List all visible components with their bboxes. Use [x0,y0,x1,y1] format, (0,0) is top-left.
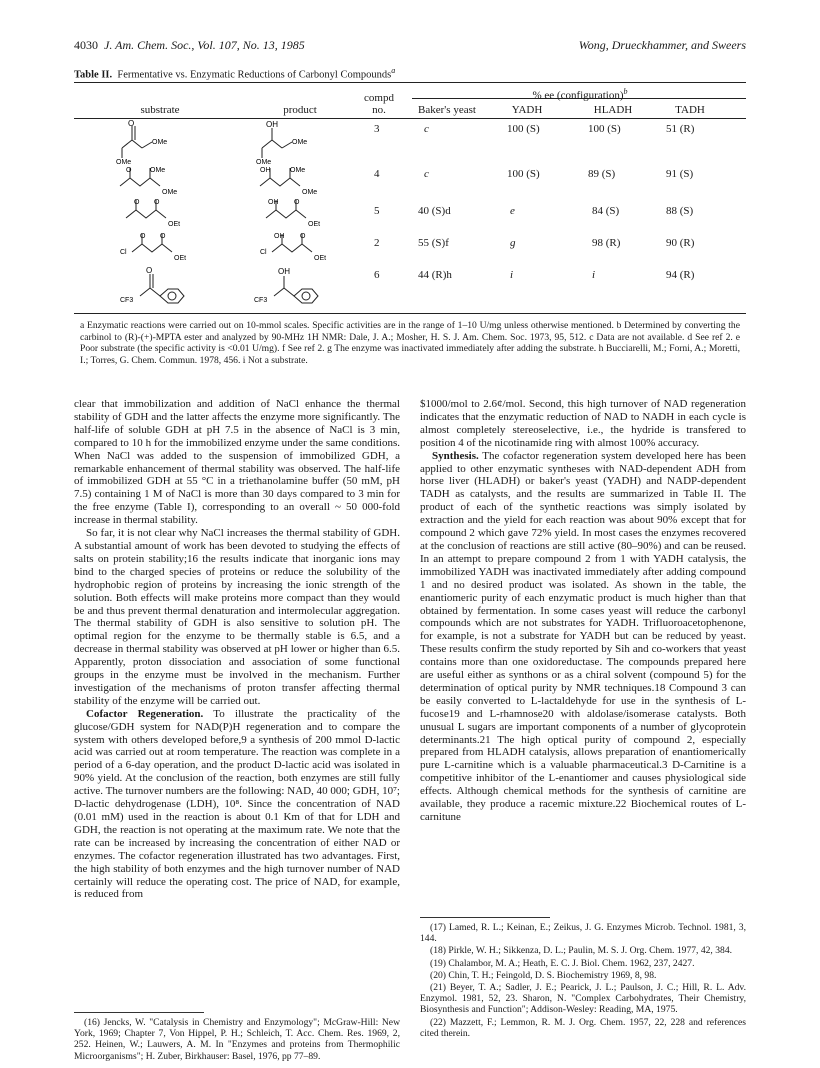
svg-text:OEt: OEt [174,255,187,262]
svg-text:OMe: OMe [290,167,306,174]
svg-text:O: O [146,266,153,275]
substrate-structure-5 [118,198,208,230]
author-line: Wong, Drueckhammer, and Sweers [578,38,746,52]
svg-text:OMe: OMe [116,159,132,164]
product-structure-5 [258,198,348,230]
yadh-value: 100 (S) [507,123,540,135]
svg-text:OEt: OEt [168,221,181,228]
table-title: Fermentative vs. Enzymatic Reductions of Carbonyl Compounds [117,69,392,81]
compd-no: 3 [374,123,380,135]
svg-text:O: O [160,233,166,240]
col-header-product: product [283,104,317,116]
compd-no: 4 [374,168,380,180]
substrate-structure-6 [118,266,198,308]
svg-text:OH: OH [278,267,290,276]
reference-item: (20) Chin, T. H.; Feingold, D. S. Biochemistry 1969, 8, 98. [430,969,657,981]
table-footnotes: a Enzymatic reactions were carried out on 10-mmol scales. Specific activities are in the range of 1–10 U/mg unless otherwise mentioned. b Determined by converting the carbinol to (R)-(+)-MPTA ester and analyzed by 90-MHz 1H NMR: Dale, J. A.; Mosher, H. S. J. Am. Chem. Soc. 1973, 95, 512. c Data are not available. d See ref 2. e Poor substrate (the specific activity is <0.01 U/mg). f See ref 2. g The enzyme was inactivated immediately after adding the substrate. h Bucciarelli, M.; Forni, A.; Moretti, I.; Torres, G. Chem. Commun. 1978, 456. i Not a substrate. [80,320,740,366]
footnote-rule [74,1012,204,1013]
compd-no: 5 [374,205,380,217]
svg-text:OH: OH [266,120,278,129]
body-paragraph: So far, it is not clear why NaCl increases the thermal stability of GDH. A substantial amount of work has been devoted to studying the effects of salts on protein stability;16 the results indicate that inorganic ions may bind to the charged species of proteins or reduce the solubility of the hydrophobic region of proteins by increasing the ionic strength of the solution. Both effects will make proteins more compact than they would be and thus prevent thermal denaturation and intermolecular aggregation. The thermal stability of GDH is also sensitive to solution pH. The optimal region for the enzyme to be thermally stable is 6.5, and a decrease in thermal stability was observed at pH lower or higher than 6.5. Apparently, proton dissociation and association of some functional groups in the enzyme must be involved in the mechanism. Further investigation of the mechanisms of proton transfer affecting thermal stability of the enzyme will be carried out. [74,527,400,707]
svg-text:CF3: CF3 [120,297,134,304]
col-header-bakers-yeast: Baker's yeast [418,104,476,116]
tadh-value: 51 (R) [666,123,695,135]
reference-item: (19) Chalambor, M. A.; Heath, E. C. J. Biol. Chem. 1962, 237, 2427. [430,957,695,969]
body-paragraph: Cofactor Regeneration. To illustrate the practicality of the glucose/GDH system for NAD(P)H regeneration and to compare the system with others developed before,9 a synthesis of 200 mmol D-lactic acid was carried out at room temperature. The reaction was complete in a period of a 6-day operation, and the product D-lactic acid was isolated in 90% yield. At the conclusion of the reaction, both enzymes are still fully active. The turnover numbers are the following: NAD, 40 000; GDH, 10⁷; D-lactic dehydrogenase (LDH), 10⁸. Since the concentration of NAD (0.01 mM) used in the reaction is about 0.1 Km of that for LDH and GDH, the reaction is not operating at the maximum rate. We note that the rate can be increased by increasing the concentration of either NAD or enzymes. The cofactor regeneration illustrated has two advantages. First, the high stability of both enzymes and the high turnover number of NAD certainly will reduce the operating cost. The price of NAD, for example, is reduced from [74,707,400,901]
svg-text:OMe: OMe [162,189,178,196]
substrate-structure-3 [112,120,192,164]
table-label: Table II. [74,69,113,81]
product-structure-6 [252,266,332,308]
bakers-value: c [424,123,429,135]
svg-text:O: O [300,233,306,240]
yadh-value: g [510,237,516,249]
svg-text:OEt: OEt [314,255,327,262]
svg-text:O: O [128,120,135,128]
svg-text:OMe: OMe [302,189,318,196]
svg-text:OH: OH [274,233,285,240]
table-top-rule [74,82,746,83]
product-structure-2 [258,232,348,264]
hladh-value: 98 (R) [592,237,621,249]
product-structure-4 [252,166,342,198]
tadh-value: 88 (S) [666,205,694,217]
svg-text:OMe: OMe [150,167,166,174]
tadh-value: 94 (R) [666,269,695,281]
reference-item: (21) Beyer, T. A.; Sadler, J. E.; Pearick, J. L.; Paulson, J. C.; Hill, R. L. Adv. Enzymol. 1981, 52, 23. Sharon, N. "Complex Carbohydrates, Their Chemistry, Biosynthesis and Function"; Addison-Wesley: Reading, MA, 1975. [420,982,746,1016]
bakers-value: c [424,168,429,180]
left-references [74,1017,400,1063]
reference-item: (17) Lamed, R. L.; Keinan, E.; Zeikus, J. G. Enzymes Microb. Technol. 1981, 3, 144. [420,922,746,945]
svg-text:O: O [140,233,146,240]
section-heading: Synthesis. [432,449,479,462]
svg-text:Cl: Cl [120,249,127,256]
running-header [74,38,746,54]
svg-text:O: O [294,199,300,206]
svg-text:O: O [154,199,160,206]
body-paragraph: clear that immobilization and addition of NaCl enhance the thermal stability of GDH and the latter affects the enzyme more significantly. The half-life of soluble GDH at pH 7.5 in the absence of NaCl is 3 min, compared to 10 h for the immobilized enzyme under the same conditions. When NaCl was added to the suspension of immobilized GDH, a remarkable enhancement of thermal stability was observed. The half-life of immobilized GDH at 55 °C in a triethanolamine buffer (50 mM, pH 7.5) containing 1 M of NaCl is more than 30 days compared to 3 min for the free enzyme (Table I), corresponding to an overall ~ 50 000-fold increase in thermal stability. [74,398,400,527]
svg-text:OH: OH [268,199,279,206]
svg-text:OMe: OMe [292,139,308,146]
table-header-rule [74,118,746,119]
reference-item: (22) Mazzett, F.; Lemmon, R. M. J. Org. Chem. 1957, 22, 228 and references cited therein. [420,1016,746,1039]
svg-text:OMe: OMe [152,139,168,146]
substrate-structure-4 [112,166,202,198]
footnote-rule [420,917,550,918]
compd-no: 6 [374,269,380,281]
svg-text:OMe: OMe [256,159,272,164]
col-header-yadh: YADH [511,104,543,116]
right-references [420,922,746,1040]
hladh-value: 89 (S) [588,168,616,180]
col-header-hladh: HLADH [593,104,633,116]
table-bottom-rule [74,313,746,314]
col-header-ee-group: % ee (configuration)$^b$ [532,87,628,102]
left-column [74,398,400,901]
svg-text:CF3: CF3 [254,297,268,304]
body-paragraph: Synthesis. The cofactor regeneration system developed here has been applied to other enzymatic syntheses with NAD-dependent ADH from horse liver (HLADH) or baker's yeast (YADH) and NADP-dependent TADH as catalysts, and the results are summarized in Table II. The product of each of the synthetic reactions was simply isolated by extraction and the yield for each reaction was about 90% except that for compound 2 which gave 72% yield. In most cases the enzymes recovered at the conclusion of reactions are still active (80–90%) and can be reused. In an attempt to prepare compound 2 from 1 with YADH catalysis, the immobilized YADH was inactivated immediately after adding compound 1 and no desired product was isolated. As shown in the table, the enantiomeric purity of each enzymatic product is much higher than that obtained by fermentation. In some cases yeast will reduce the carbonyl compounds which are not substrates for YADH. Trifluoroacetophenone, for example, is not a substrate for YADH but can be reduced by yeast. These results confirm the study reported by Sih and co-workers that yeast contains more than one oxidoreductase. The compounds prepared here are useful either as synthons or as a chiral solvent (compound 5) for the determination of optical purity by NMR techniques.18 Compound 3 can be easily converted to L-lactaldehyde for use in the synthesis of L-fucose19 and L-rhamnose20 with aldolase/isomerase catalysts. Both unusual L sugars are important components of a number of glycoprotein determinants.21 The high optical purity of compound 2, especially prepared from HLADH catalysis, allows preparation of enantiomerically pure L-carnitine which is a valuable pharmaceutical.3 D-Carnitine is a competitive inhibitor of the L-enantiomer and causes physiological side effects. Although chemical methods for the synthesis of carnitine are available, they produce a racemic mixture.22 Biochemical routes of L-carnitune [420,449,746,823]
bakers-value: 55 (S)f [418,237,449,249]
right-column [420,398,746,824]
product-structure-3 [252,120,332,164]
svg-text:O: O [134,199,140,206]
col-header-compd: compd no. [364,92,394,116]
page-number: 4030 [74,38,98,52]
reference-item: (16) Jencks, W. "Catalysis in Chemistry and Enzymology"; McGraw-Hill: New York, 1969; Chapter 7, Von Hippel, P. H.; Schleich, T. Acc. Chem. Res. 1969, 2, 252. Heinen, W.; Lauwers, A. M. In "Enzymes and proteins from Thermophilic Microorganisms"; H. Zuber, Birkhauser: Basel, 1976, pp 77–89. [74,1017,400,1062]
compd-no: 2 [374,237,380,249]
section-heading: Cofactor Regeneration. [86,707,204,720]
yadh-value: 100 (S) [507,168,540,180]
yadh-value: i [510,269,514,281]
hladh-value: i [592,269,596,281]
svg-text:Cl: Cl [260,249,267,256]
hladh-value: 84 (S) [592,205,620,217]
bakers-value: 40 (S)d [418,205,451,217]
tadh-value: 91 (S) [666,168,694,180]
journal-citation: J. Am. Chem. Soc., Vol. 107, No. 13, 1985 [104,38,305,52]
col-header-tadh: TADH [675,104,705,116]
table-caption: Table II. Fermentative vs. Enzymatic Reductions of Carbonyl Compounds$^a$ [74,66,396,81]
body-paragraph: $1000/mol to 2.6¢/mol. Second, this high turnover of NAD regeneration indicates that the enzymatic reduction of NAD to NADH in each cycle is almost completely stereoselective, i.e., the hydride is transfered to position 4 of the nicotinamide ring with almost 100% accuracy. [420,398,746,449]
svg-text:OEt: OEt [308,221,321,228]
bakers-value: 44 (R)h [418,269,452,281]
hladh-value: 100 (S) [588,123,621,135]
yadh-value: e [510,205,515,217]
tadh-value: 90 (R) [666,237,695,249]
reference-item: (18) Pirkle, W. H.; Sikkenza, D. L.; Paulin, M. S. J. Org. Chem. 1977, 42, 384. [430,945,733,957]
col-header-substrate: substrate [140,104,180,116]
svg-text:O: O [126,167,132,174]
substrate-structure-2 [118,232,208,264]
svg-text:OH: OH [260,167,271,174]
